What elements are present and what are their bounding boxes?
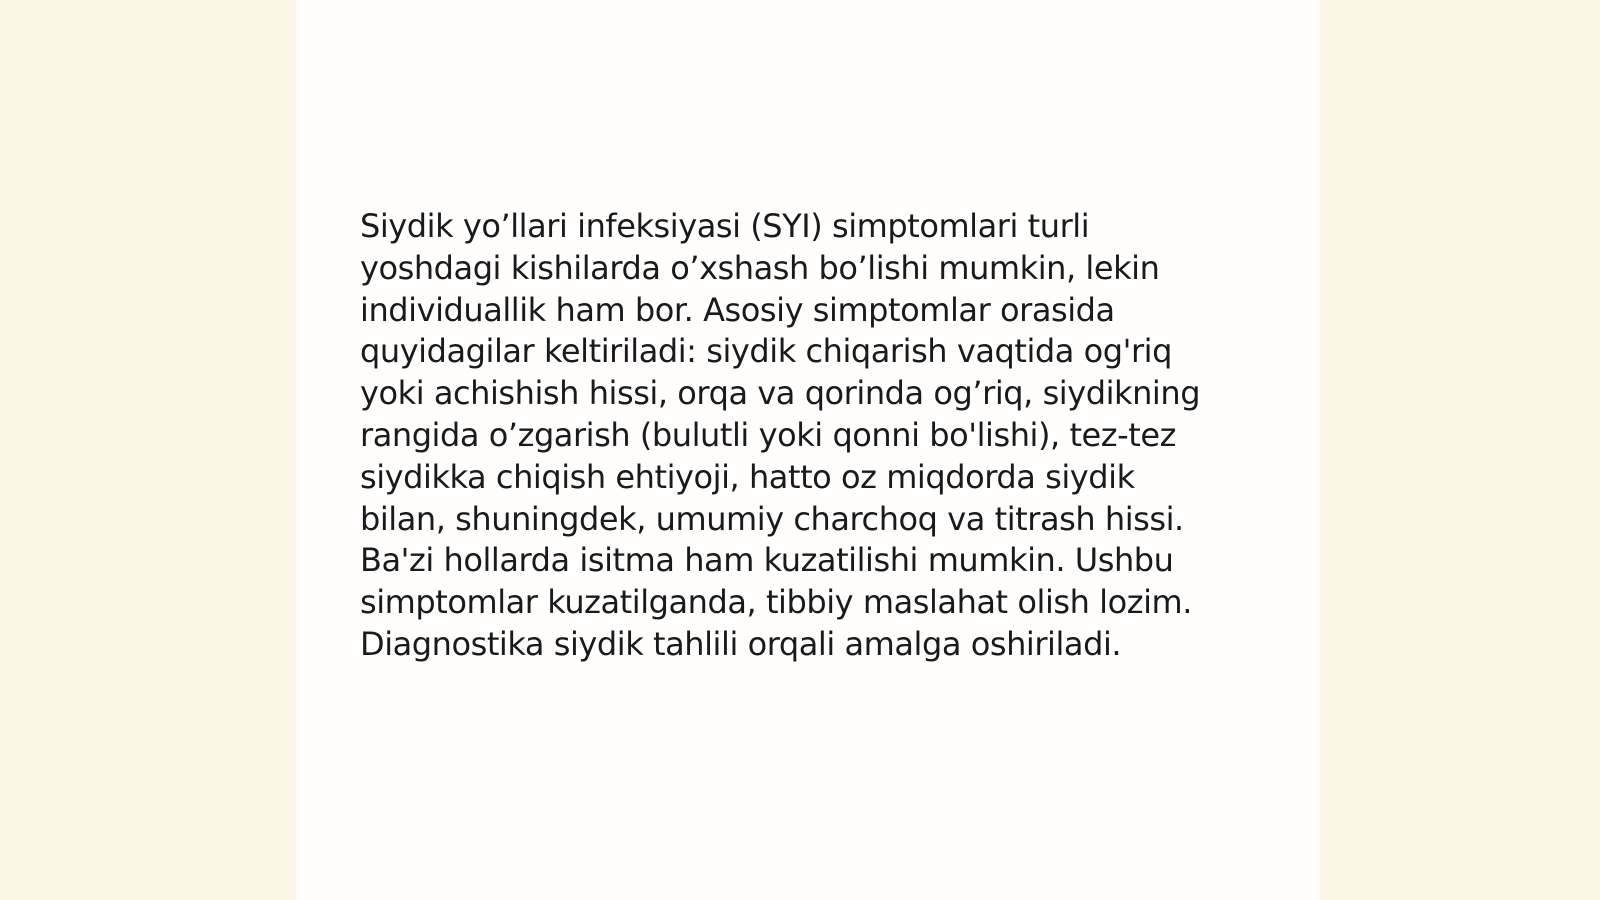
paragraph-line: yoki achishish hissi, orqa va qorinda og’riq, siydikning: [360, 374, 1201, 413]
paragraph-line: Ba'zi hollarda isitma ham kuzatilishi mumkin. Ushbu: [360, 541, 1174, 580]
paragraph-line: Siydik yo’llari infeksiyasi (SYI) simptomlari turli: [360, 207, 1090, 245]
paragraph-line: quyidagilar keltiriladi: siydik chiqarish vaqtida og'riq: [360, 332, 1172, 371]
paragraph-line: simptomlar kuzatilganda, tibbiy maslahat olish lozim.: [360, 583, 1192, 622]
paragraph-line: individuallik ham bor. Asosiy simptomlar orasida: [360, 290, 1115, 329]
paragraph-line: yoshdagi kishilarda o’xshash bo’lishi mumkin, lekin: [360, 248, 1160, 287]
paragraph-line: bilan, shuningdek, umumiy charchoq va titrash hissi.: [360, 499, 1184, 538]
paragraph-line: Diagnostika siydik tahlili orqali amalga oshiriladi.: [360, 624, 1122, 663]
body-paragraph: [360, 206, 1240, 666]
paragraph-line: siydikka chiqish ehtiyoji, hatto oz miqdorda siydik: [360, 457, 1135, 496]
paragraph-line: rangida o’zgarish (bulutli yoki qonni bo'lishi), tez-tez: [360, 415, 1176, 454]
document-sheet: [296, 0, 1320, 900]
